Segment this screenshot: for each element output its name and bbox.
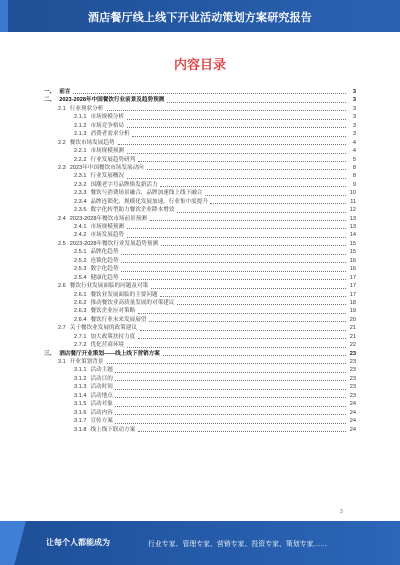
toc-leader-dots — [127, 228, 346, 229]
toc-entry[interactable] — [44, 96, 356, 104]
toc-entry[interactable] — [44, 257, 356, 265]
toc-entry[interactable] — [44, 122, 356, 130]
toc-entry-number: 2.3.5 — [74, 207, 87, 214]
page-number: 3 — [340, 509, 343, 515]
toc-entry-number: 2.5 — [58, 240, 66, 247]
toc-entry-page: 16 — [349, 257, 356, 264]
toc-leader-dots — [127, 347, 346, 348]
toc-entry-number: 2.3.3 — [74, 190, 87, 197]
toc-entry[interactable] — [44, 307, 356, 315]
toc-entry-text: 活动地点 — [90, 392, 113, 399]
document-title: 酒店餐厅线上线下开业活动策划方案研究报告 — [88, 12, 312, 24]
toc-entry-page: 16 — [349, 266, 356, 273]
toc-leader-dots — [121, 271, 346, 272]
toc-leader-dots — [177, 304, 346, 305]
toc-entry[interactable] — [44, 392, 356, 400]
toc-entry-text: 连锁化趋势 — [90, 257, 119, 264]
toc-entry-number: 2.4.1 — [74, 224, 87, 230]
toc-entry-page: 8 — [352, 164, 356, 171]
toc-entry-page: 3 — [352, 131, 356, 138]
toc-entry[interactable] — [44, 113, 356, 121]
toc-entry-text: 品牌连锁化、规模化发展加速，行业集中度提升 — [90, 198, 208, 205]
toc-entry[interactable] — [44, 198, 356, 206]
toc-entry-number: 2.5.4 — [74, 274, 87, 281]
toc-entry[interactable] — [44, 139, 356, 147]
toc-leader-dots — [73, 93, 346, 94]
toc-entry[interactable] — [44, 231, 356, 239]
toc-entry-page: 23 — [349, 359, 356, 365]
toc-leader-dots — [115, 389, 346, 390]
toc-leader-dots — [132, 136, 346, 137]
toc-entry[interactable] — [44, 265, 356, 273]
toc-entry-page: 23 — [349, 375, 356, 382]
footer-slogan: 让每个人都能成为 — [46, 538, 110, 547]
toc-entry[interactable] — [44, 147, 356, 155]
toc-entry[interactable] — [44, 291, 356, 299]
toc-entry-page: 4 — [352, 139, 356, 146]
toc-entry-page: 12 — [349, 207, 356, 214]
toc-entry-text: 2023年中国餐饮市场发展动向 — [69, 164, 144, 171]
toc-entry-text: 宣传方案 — [90, 418, 113, 425]
toc-entry-text: 关于餐饮业发展的政策建议 — [69, 325, 137, 332]
toc-leader-dots — [177, 212, 346, 213]
toc-entry-number: 3.1.2 — [74, 375, 87, 382]
toc-entry-text: 活动主题 — [90, 367, 113, 374]
toc-entry-text: 加大政策扶持力度 — [90, 333, 136, 340]
toc-entry-text: 餐饮行业未来发展展望 — [90, 316, 147, 323]
toc-entry-page: 3 — [352, 105, 356, 112]
toc-entry[interactable] — [44, 156, 356, 164]
toc-leader-dots — [210, 203, 346, 204]
toc-entry[interactable] — [44, 189, 356, 197]
toc-entry[interactable] — [44, 341, 356, 349]
toc-entry[interactable] — [44, 164, 356, 172]
toc-entry-text: 活动目的 — [90, 375, 113, 382]
toc-entry-page: 21 — [349, 325, 356, 332]
toc-entry-number: 2.5.1 — [74, 249, 87, 256]
toc-entry-text: 品牌化趋势 — [90, 249, 119, 256]
toc-entry-page: 3 — [352, 97, 356, 104]
toc-leader-dots — [127, 119, 346, 120]
toc-entry-number: 2.1.3 — [74, 131, 87, 138]
toc-entry[interactable] — [44, 282, 356, 290]
toc-entry[interactable] — [44, 324, 356, 332]
toc-entry-page: 24 — [349, 418, 356, 425]
toc-entry-text: 餐饮行业发展面临的问题及对策 — [69, 283, 149, 290]
toc-leader-dots — [118, 144, 346, 145]
toc-entry-number: 3.1.7 — [74, 418, 87, 425]
toc-entry-text: 推动餐饮业高质量发展的对策建议 — [90, 299, 175, 306]
toc-entry-text: 行业发展趋势研判 — [90, 156, 136, 163]
toc-entry-page: 19 — [349, 308, 356, 315]
toc-entry[interactable] — [44, 105, 356, 113]
toc-entry-text: 2023-2028年中国餐饮行业前景及趋势预测 — [59, 97, 165, 104]
toc-leader-dots — [160, 296, 346, 297]
toc-entry-text: 线上线下联动方案 — [90, 426, 136, 433]
toc-entry-page: 15 — [349, 249, 356, 256]
toc-entry-text: 数字化转型助力餐饮企业降本增效 — [90, 207, 175, 214]
toc-entry-page: 24 — [349, 426, 356, 433]
toc-title: 内容目录 — [173, 57, 226, 72]
toc-entry[interactable] — [44, 206, 356, 214]
toc-entry-number: 3.1.8 — [74, 426, 87, 433]
toc-entry-number: 一、 — [44, 89, 56, 95]
toc-entry-text: 2023-2028年餐饮市场前景预测 — [69, 215, 147, 222]
toc-entry-page: 23 — [349, 392, 356, 399]
toc-leader-dots — [138, 338, 346, 339]
toc-entry-text: 活动内容 — [90, 409, 113, 416]
toc-entry[interactable] — [44, 172, 356, 180]
toc-leader-dots — [115, 380, 346, 381]
toc-entry-number: 三、 — [44, 350, 56, 357]
toc-entry[interactable] — [44, 375, 356, 383]
toc-entry-text: 市场发展趋势 — [90, 232, 125, 239]
toc-entry-page: 22 — [349, 342, 356, 349]
toc-entry-page: 23 — [349, 384, 356, 391]
toc-entry[interactable] — [44, 299, 356, 307]
toc-entry-number: 2.5.2 — [74, 257, 87, 264]
toc-leader-dots — [121, 279, 346, 280]
toc-entry-page: 24 — [349, 401, 356, 408]
toc-entry-number: 2.6 — [58, 283, 66, 290]
toc-entry[interactable] — [44, 223, 356, 231]
toc-entry-number: 2.3.1 — [74, 173, 87, 180]
toc-entry-number: 2.6.4 — [74, 316, 87, 323]
toc-entry[interactable] — [44, 181, 356, 189]
toc-entry-text: 餐饮企业应对策略 — [90, 308, 136, 315]
toc-entry-page: 17 — [349, 274, 356, 281]
toc-entry-text: 市场规模分析 — [90, 114, 125, 121]
toc-entry-number: 2.7 — [58, 325, 66, 332]
toc-leader-dots — [121, 254, 346, 255]
toc-entry[interactable] — [44, 274, 356, 282]
toc-entry-number: 3.1.4 — [74, 392, 87, 399]
footer-experts: 行业专家、管理专家、营销专家、投资专家、策划专家…… — [148, 541, 328, 548]
toc-entry-number: 2.2.1 — [74, 148, 87, 155]
toc-entry-number: 2.2 — [58, 139, 66, 146]
toc-leader-dots — [107, 363, 346, 364]
toc-leader-dots — [150, 220, 346, 221]
toc-entry-number: 2.3.2 — [74, 181, 87, 188]
toc-entry-number: 2.3.4 — [74, 198, 87, 205]
toc-entry-page: 3 — [352, 89, 356, 95]
document-footer — [0, 521, 400, 565]
toc-entry-text: 国潮老字号品牌焕发新活力 — [90, 181, 158, 188]
toc-entry[interactable] — [44, 383, 356, 391]
toc-entry-page: 21 — [349, 333, 356, 340]
toc-entry-number: 二、 — [44, 97, 56, 104]
toc-leader-dots — [163, 355, 346, 356]
toc-entry[interactable] — [44, 366, 356, 374]
toc-entry-text: 2023-2028年餐饮行业发展趋势预测 — [69, 240, 159, 247]
toc-entry-text: 酒店餐厅开业策划——线上线下营销方案 — [59, 350, 160, 357]
toc-entry-text: 市场规模预测 — [90, 224, 125, 230]
toc-entry-page: 13 — [349, 215, 356, 222]
toc-entry-text: 消费者需求分析 — [90, 131, 130, 138]
toc-entry-page: 17 — [349, 283, 356, 290]
toc-entry-number: 2.6.2 — [74, 299, 87, 306]
toc-entry-page: 11 — [350, 198, 356, 205]
toc-leader-dots — [167, 102, 346, 103]
toc-leader-dots — [151, 288, 346, 289]
toc-leader-dots — [149, 321, 346, 322]
toc-entry-page: 9 — [352, 181, 356, 188]
toc-leader-dots — [205, 195, 346, 196]
toc-entry[interactable] — [44, 215, 356, 223]
toc-leader-dots — [115, 406, 346, 407]
toc-entry-page: 10 — [349, 190, 356, 197]
toc-entry-number: 3.1.3 — [74, 384, 87, 391]
toc-leader-dots — [138, 161, 346, 162]
toc-entry-number: 2.1 — [58, 105, 66, 112]
toc-entry-page: 23 — [349, 367, 356, 374]
toc-entry-number: 2.5.3 — [74, 266, 87, 273]
toc-entry-text: 数字化趋势 — [90, 266, 119, 273]
toc-entry-number: 2.7.2 — [74, 342, 87, 349]
toc-leader-dots — [140, 330, 346, 331]
toc-entry-text: 餐饮业发展面临的主要问题 — [90, 291, 158, 298]
toc-entry-page: 20 — [349, 316, 356, 323]
toc-leader-dots — [138, 313, 346, 314]
toc-entry-number: 3.1 — [58, 359, 66, 365]
toc-leader-dots — [115, 397, 346, 398]
toc-entry[interactable] — [44, 350, 356, 358]
toc-entry-number: 2.6.1 — [74, 291, 87, 298]
toc-entry[interactable] — [44, 358, 356, 366]
toc-entry-number: 3.1.1 — [74, 367, 87, 374]
toc-entry-text: 优化营商环境 — [90, 342, 125, 349]
toc-leader-dots — [127, 127, 346, 128]
toc-entry-text: 餐饮与消费场景融合，品牌加速线上线下融合 — [90, 190, 203, 197]
toc-entry-number: 2.2.2 — [74, 156, 87, 163]
toc-entry-text: 活动时间 — [90, 384, 113, 391]
toc-leader-dots — [115, 423, 346, 424]
toc-leader-dots — [115, 372, 346, 373]
toc-entry-number: 2.4.2 — [74, 232, 87, 239]
toc-entry[interactable] — [44, 409, 356, 417]
toc-entry-text: 餐饮市场发展趋势 — [69, 139, 115, 146]
toc-entry-page: 3 — [352, 114, 356, 121]
toc-entry-text: 行业发展概况 — [90, 173, 125, 180]
toc-entry-page: 4 — [352, 148, 356, 155]
toc-entry-text: 行业现状分析 — [69, 105, 104, 112]
toc-leader-dots — [147, 169, 346, 170]
footer-accent — [0, 521, 26, 565]
toc-leader-dots — [107, 110, 346, 111]
toc-entry[interactable] — [44, 88, 356, 96]
toc-leader-dots — [121, 262, 346, 263]
toc-entry-page: 8 — [352, 173, 356, 180]
toc-leader-dots — [160, 186, 346, 187]
toc-leader-dots — [127, 153, 346, 154]
toc-entry[interactable] — [44, 426, 356, 434]
toc-entry-number: 2.3 — [58, 164, 66, 171]
toc-entry-text: 前言 — [59, 89, 71, 95]
toc-entry-text: 市场规模预测 — [90, 148, 125, 155]
toc-entry-page: 23 — [349, 350, 356, 357]
toc-leader-dots — [161, 245, 346, 246]
toc-entry-number: 2.7.1 — [74, 333, 87, 340]
toc-entry-page: 14 — [349, 232, 356, 239]
toc-entry-page: 13 — [349, 224, 356, 230]
toc-entry[interactable] — [44, 316, 356, 324]
toc-entry[interactable] — [44, 248, 356, 256]
toc-entry[interactable] — [44, 333, 356, 341]
toc-entry-number: 3.1.6 — [74, 409, 87, 416]
toc-entry-text: 活动对象 — [90, 401, 113, 408]
toc-entry[interactable] — [44, 417, 356, 425]
toc-entry[interactable] — [44, 400, 356, 408]
toc-entry-page: 17 — [349, 291, 356, 298]
toc-entry-number: 2.1.2 — [74, 122, 87, 129]
toc-leader-dots — [127, 237, 346, 238]
toc-leader-dots — [127, 178, 346, 179]
toc-entry-text: 健康化趋势 — [90, 274, 119, 281]
toc-leader-dots — [138, 431, 346, 432]
toc-entry-number: 2.4 — [58, 215, 66, 222]
toc-entry-number: 2.6.3 — [74, 308, 87, 315]
toc-entry-number: 3.1.5 — [74, 401, 87, 408]
toc-entry-page: 3 — [352, 122, 356, 129]
toc-entry-text: 市场竞争格局 — [90, 122, 125, 129]
toc-leader-dots — [115, 414, 346, 415]
toc-entry-page: 5 — [352, 156, 356, 163]
document-header — [0, 0, 400, 32]
table-of-contents — [44, 88, 356, 505]
toc-entry-page: 24 — [349, 409, 356, 416]
toc-entry-page: 18 — [349, 299, 356, 306]
toc-entry-page: 15 — [349, 240, 356, 247]
toc-entry-number: 2.1.1 — [74, 114, 87, 121]
toc-entry-text: 开业策划背景 — [69, 359, 104, 365]
toc-entry[interactable] — [44, 130, 356, 138]
toc-entry[interactable] — [44, 240, 356, 248]
